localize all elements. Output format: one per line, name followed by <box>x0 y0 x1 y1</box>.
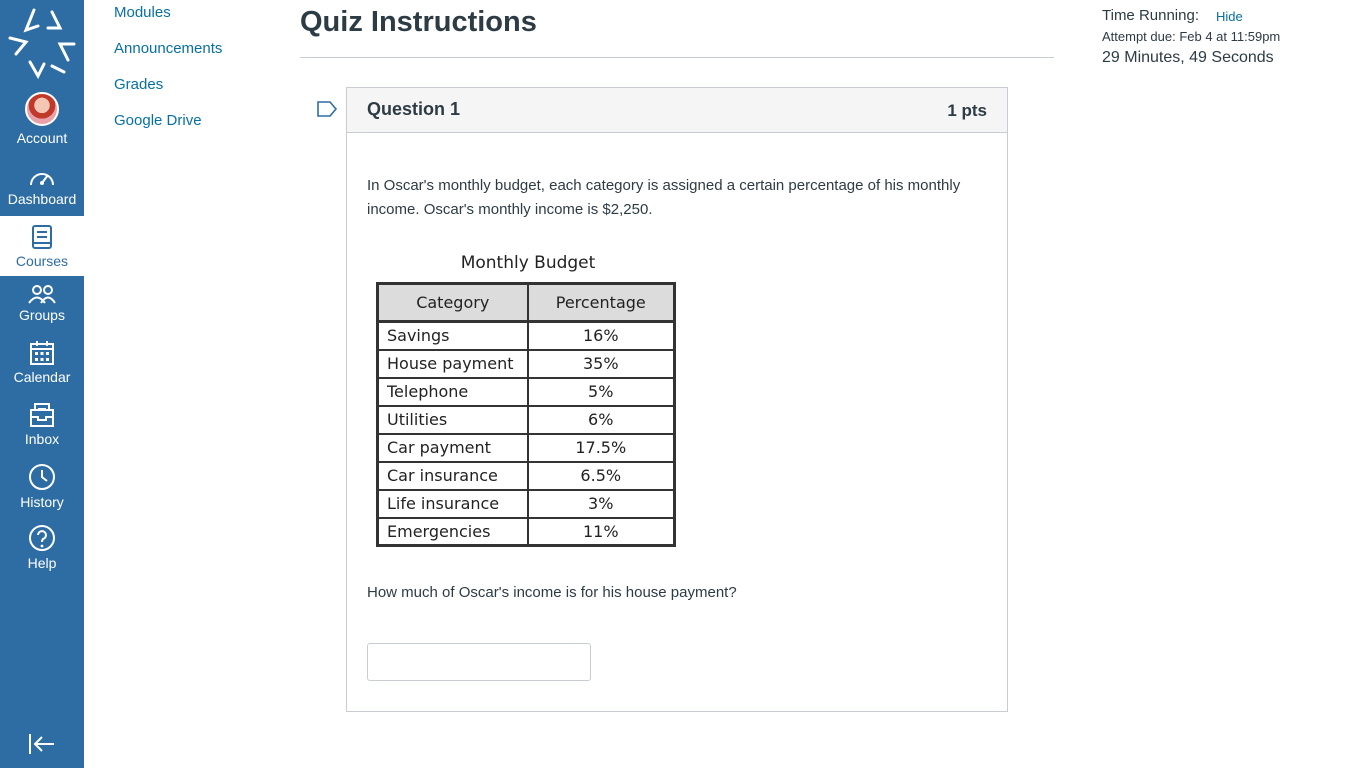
course-nav-modules[interactable]: Modules <box>114 4 171 21</box>
budget-category: House payment <box>378 350 528 378</box>
table-row <box>378 378 675 406</box>
nav-history[interactable] <box>0 463 84 509</box>
table-row <box>378 518 675 546</box>
page-title: Quiz Instructions <box>300 6 537 38</box>
avatar <box>25 92 59 126</box>
flag-question-icon[interactable] <box>316 100 338 118</box>
question-header <box>347 88 1007 133</box>
budget-percentage: 5% <box>528 378 675 406</box>
budget-table-title: Monthly Budget <box>460 253 596 273</box>
title-divider <box>300 57 1054 58</box>
dashboard-icon <box>28 166 56 188</box>
budget-percentage: 17.5% <box>528 434 675 462</box>
inbox-icon <box>29 402 55 428</box>
time-elapsed: 29 Minutes, 49 Seconds <box>1102 49 1274 66</box>
course-nav-announcements[interactable]: Announcements <box>114 40 223 57</box>
nav-dashboard-label: Dashboard <box>7 191 77 207</box>
question-name: Question 1 <box>367 99 461 119</box>
help-icon <box>28 524 56 552</box>
nav-account-label: Account <box>16 130 68 146</box>
course-nav-google-drive[interactable]: Google Drive <box>114 112 202 129</box>
table-row <box>378 434 675 462</box>
budget-table-image <box>376 253 678 547</box>
question-card <box>346 87 1008 712</box>
nav-calendar[interactable] <box>0 340 84 386</box>
budget-category: Car payment <box>378 434 528 462</box>
budget-category: Life insurance <box>378 490 528 518</box>
budget-percentage: 16% <box>528 322 675 350</box>
timer-label: Time Running: <box>1102 7 1199 24</box>
courses-icon <box>31 224 53 250</box>
nav-inbox-label: Inbox <box>24 431 60 447</box>
budget-category: Utilities <box>378 406 528 434</box>
course-nav-grades[interactable]: Grades <box>114 76 164 93</box>
calendar-icon <box>29 340 55 366</box>
budget-category: Emergencies <box>378 518 528 546</box>
table-row <box>378 350 675 378</box>
table-row <box>378 490 675 518</box>
nav-groups-label: Groups <box>19 307 65 323</box>
table-row <box>378 406 675 434</box>
question-prompt: How much of Oscar's income is for his house payment? <box>367 584 737 601</box>
hide-timer-link[interactable]: Hide <box>1216 9 1243 24</box>
question-points: 1 pts <box>947 101 987 120</box>
budget-percentage: 11% <box>528 518 675 546</box>
global-nav <box>0 0 84 768</box>
budget-header-category: Category <box>378 284 528 322</box>
nav-courses-label: Courses <box>15 253 69 269</box>
budget-category: Telephone <box>378 378 528 406</box>
table-row <box>378 322 675 350</box>
history-icon <box>28 463 56 491</box>
attempt-due: Attempt due: Feb 4 at 11:59pm <box>1102 29 1281 44</box>
budget-percentage: 35% <box>528 350 675 378</box>
canvas-logo-icon[interactable] <box>4 4 80 80</box>
nav-groups[interactable] <box>0 284 84 326</box>
budget-percentage: 3% <box>528 490 675 518</box>
budget-header-percentage: Percentage <box>528 284 675 322</box>
nav-account[interactable] <box>0 92 84 148</box>
nav-calendar-label: Calendar <box>13 369 71 385</box>
question-text: In Oscar's monthly budget, each category is assigned a certain percentage of his monthly income. Oscar's monthly income is $2,250. <box>367 177 961 218</box>
budget-category: Savings <box>378 322 528 350</box>
groups-icon <box>27 284 57 304</box>
nav-help-label: Help <box>27 555 57 571</box>
table-row <box>378 462 675 490</box>
nav-dashboard[interactable] <box>0 166 84 210</box>
nav-courses[interactable] <box>0 216 84 276</box>
answer-input[interactable] <box>367 643 591 681</box>
budget-category: Car insurance <box>378 462 528 490</box>
budget-table <box>376 282 676 547</box>
nav-inbox[interactable] <box>0 402 84 448</box>
nav-history-label: History <box>20 494 64 510</box>
budget-percentage: 6.5% <box>528 462 675 490</box>
collapse-nav-icon[interactable] <box>26 730 58 758</box>
nav-help[interactable] <box>0 524 84 570</box>
budget-percentage: 6% <box>528 406 675 434</box>
